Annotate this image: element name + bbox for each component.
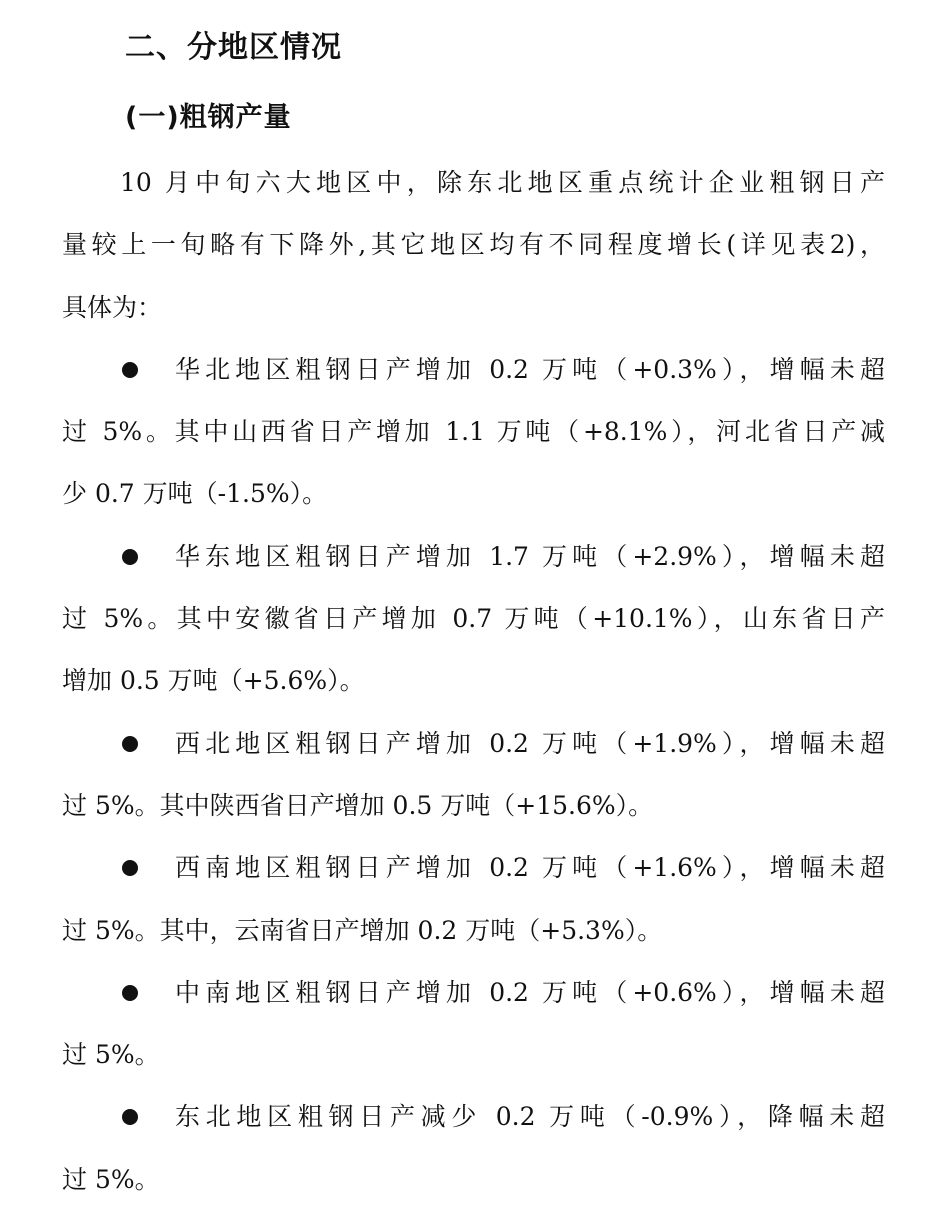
paragraph-line xyxy=(0,973,943,1013)
bullet-icon xyxy=(122,860,138,876)
bullet-icon xyxy=(122,1109,138,1125)
paragraph-line: 具体为： xyxy=(62,292,163,322)
paragraph-line: 过 5%。其中陕西省日产增加 0.5 万吨（+15.6%）。 xyxy=(62,790,654,820)
region-item-zhongnan xyxy=(0,973,943,1075)
paragraph-line xyxy=(0,350,943,390)
line-text: 西北地区粗钢日产增加 0.2 万吨（+1.9%），增幅未超 xyxy=(175,728,885,758)
paragraph-line xyxy=(0,537,943,577)
paragraph-line: 过 5%。 xyxy=(62,1164,160,1194)
paragraph-line: 量较上一旬略有下降外,其它地区均有不同程度增长(详见表2)， xyxy=(62,230,885,260)
line-text: 华北地区粗钢日产增加 0.2 万吨（+0.3%），增幅未超 xyxy=(175,354,885,384)
line-text: 东北地区粗钢日产减少 0.2 万吨（-0.9%），降幅未超 xyxy=(175,1102,885,1132)
paragraph-line: 过 5%。 xyxy=(62,1040,160,1070)
paragraph-line xyxy=(0,848,943,888)
paragraph-line: 少 0.7 万吨（-1.5%）。 xyxy=(62,479,328,509)
subsection-heading: (一)粗钢产量 xyxy=(125,102,292,133)
paragraph-line xyxy=(0,724,943,764)
paragraph-line: 增加 0.5 万吨（+5.6%）。 xyxy=(62,666,365,696)
paragraph-line: 过 5%。其中安徽省日产增加 0.7 万吨（+10.1%），山东省日产 xyxy=(62,604,885,634)
line-text: 中南地区粗钢日产增加 0.2 万吨（+0.6%），增幅未超 xyxy=(175,977,885,1007)
intro-paragraph xyxy=(0,163,943,328)
paragraph-line: 过 5%。其中山西省日产增加 1.1 万吨（+8.1%），河北省日产减 xyxy=(62,417,885,447)
bullet-icon xyxy=(122,985,138,1001)
line-text: 华东地区粗钢日产增加 1.7 万吨（+2.9%），增幅未超 xyxy=(175,541,885,571)
line-text: 西南地区粗钢日产增加 0.2 万吨（+1.6%），增幅未超 xyxy=(175,853,885,883)
bullet-icon xyxy=(122,549,138,565)
paragraph-line xyxy=(0,1097,943,1137)
paragraph-line: 10 月中旬六大地区中，除东北地区重点统计企业粗钢日产 xyxy=(120,168,885,197)
bullet-icon xyxy=(122,362,138,378)
region-item-xinan xyxy=(0,848,943,950)
region-item-dongbei xyxy=(0,1097,943,1199)
body-text xyxy=(0,163,943,1200)
section-heading: 二、分地区情况 xyxy=(125,30,342,65)
region-item-xibei xyxy=(0,724,943,826)
region-item-huadong xyxy=(0,537,943,702)
bullet-icon xyxy=(122,736,138,752)
region-item-huabei xyxy=(0,350,943,515)
paragraph-line: 过 5%。其中，云南省日产增加 0.2 万吨（+5.3%）。 xyxy=(62,915,663,945)
